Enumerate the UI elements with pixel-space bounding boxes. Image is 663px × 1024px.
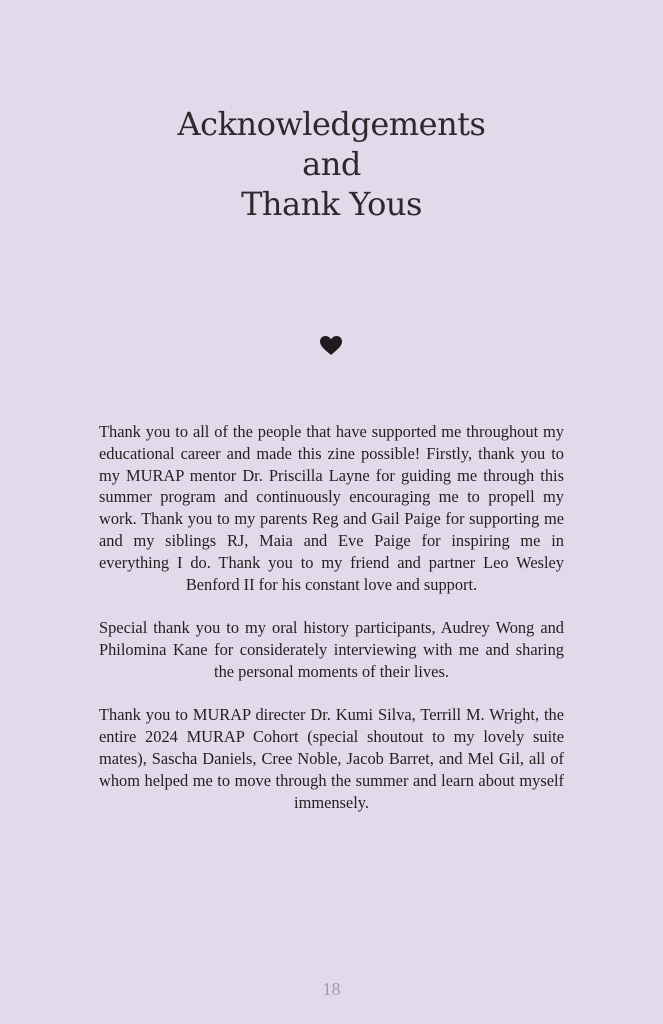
title-line-1: Acknowledgements	[177, 105, 486, 143]
heart-icon	[320, 336, 342, 356]
paragraph-murap: Thank you to MURAP directer Dr. Kumi Silva, Terrill M. Wright, the entire 2024 MURAP Cohort (special shoutout to my lovely suite mates), Sascha Daniels, Cree Noble, Jacob Barret, and Mel Gil, all of whom helped me to move through the summer and learn about myself immensely.	[99, 705, 564, 812]
page-number: 18	[322, 979, 341, 999]
paragraph-supporters: Thank you to all of the people that have supported me throughout my educational career and made this zine possible! Firstly, thank you to my MURAP mentor Dr. Priscilla Layne for guiding me through this summer program and continuously encouraging me to propell my work. Thank you to my parents Reg and Gail Paige for supporting me and my siblings RJ, Maia and Eve Paige for inspiring me in everything I do. Thank you to my friend and partner Leo Wesley Benford II for his constant love and support.	[99, 422, 564, 594]
title-line-3: Thank Yous	[241, 185, 422, 223]
acknowledgements-body	[99, 421, 564, 835]
title-line-2: and	[302, 145, 361, 183]
paragraph-oral-history: Special thank you to my oral history participants, Audrey Wong and Philomina Kane for considerately interviewing with me and sharing the personal moments of their lives.	[99, 618, 564, 681]
page-title	[0, 104, 663, 224]
